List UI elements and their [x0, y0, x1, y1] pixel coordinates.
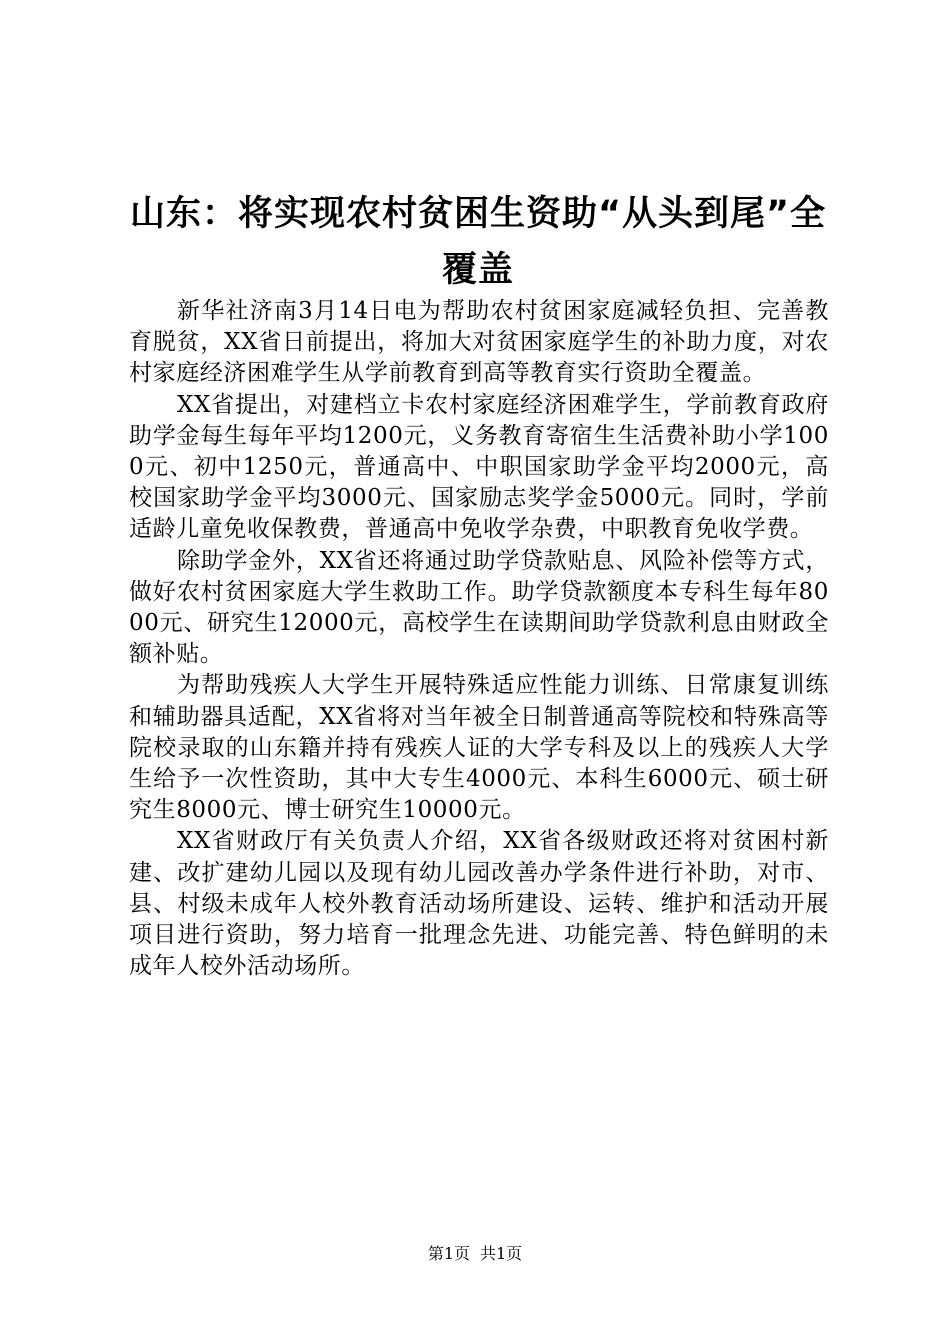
paragraph-2: XX省提出，对建档立卡农村家庭经济困难学生，学前教育政府助学金每生每年平均1200元，义务教育寄宿生生活费补助小学1000元、初中1250元，普通高中、中职国家助学金平均2000元，高校国家助学金平均3000元、国家励志奖学金5000元。同时，学前适龄儿童免收保教费，普通高中免收学杂费，中职教育免收学费。 — [129, 391, 829, 543]
page-footer — [0, 1243, 950, 1265]
page-number-total: 共1页 — [480, 1244, 523, 1263]
paragraph-1: 新华社济南3月14日电为帮助农村贫困家庭减轻负担、完善教育脱贫，XX省日前提出，将加大对贫困家庭学生的补助力度，对农村家庭经济困难学生从学前教育到高等教育实行资助全覆盖。 — [129, 298, 829, 387]
paragraph-5: XX省财政厅有关负责人介绍，XX省各级财政还将对贫困村新建、改扩建幼儿园以及现有幼儿园改善办学条件进行补助，对市、县、村级未成年人校外教育活动场所建设、运转、维护和活动开展项目进行资助，努力培育一批理念先进、功能完善、特色鲜明的未成年人校外活动场所。 — [129, 828, 829, 980]
page-number-current: 第1页 — [427, 1244, 470, 1263]
paragraph-3: 除助学金外，XX省还将通过助学贷款贴息、风险补偿等方式，做好农村贫困家庭大学生救助工作。助学贷款额度本专科生每年8000元、研究生12000元，高校学生在读期间助学贷款利息由财政全额补贴。 — [129, 547, 829, 668]
document-title: 山东：将实现农村贫困生资助“从头到尾”全覆盖 — [129, 194, 826, 290]
paragraph-4: 为帮助残疾人大学生开展特殊适应性能力训练、日常康复训练和辅助器具适配，XX省将对当年被全日制普通高等院校和特殊高等院校录取的山东籍并持有残疾人证的大学专科及以上的残疾人大学生给予一次性资助，其中大专生4000元、本科生6000元、硕士研究生8000元、博士研究生10000元。 — [129, 672, 829, 824]
document-body — [129, 296, 829, 982]
